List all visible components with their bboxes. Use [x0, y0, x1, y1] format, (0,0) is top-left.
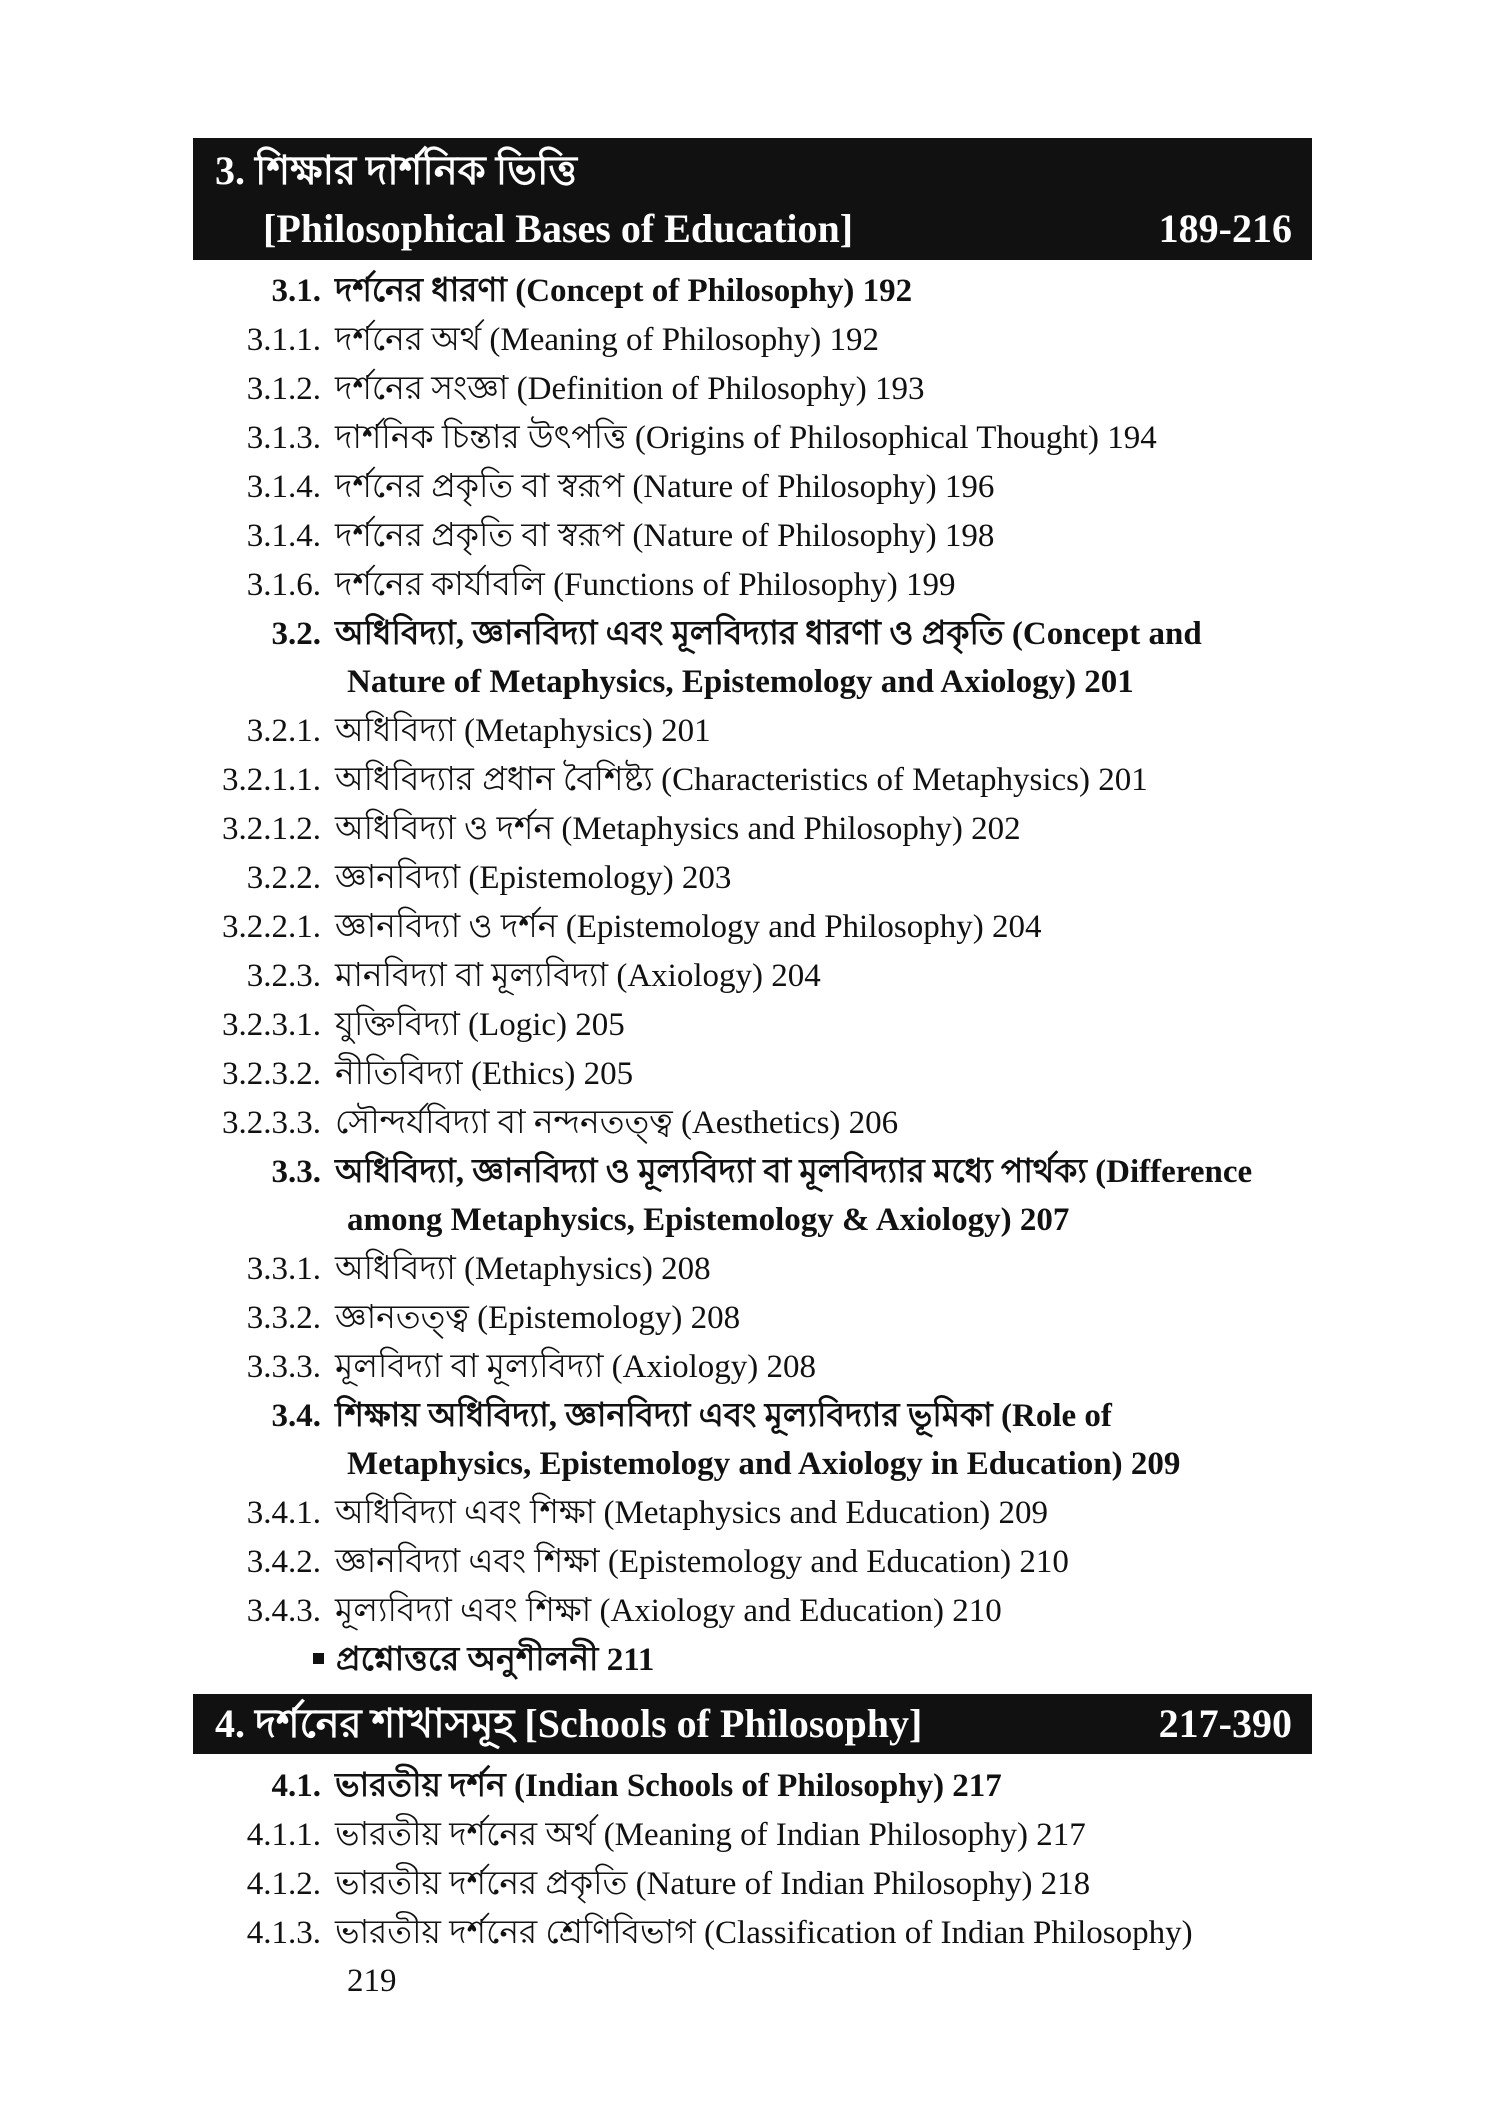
- toc-text: মূল্যবিদ্যা এবং শিক্ষা (Axiology and Education) 210: [335, 1593, 1002, 1629]
- toc-entry: [200, 1860, 1320, 1908]
- toc-text: অধিবিদ্যা, জ্ঞানবিদ্যা ও মূল্যবিদ্যা বা মূলবিদ্যার মধ্যে পার্থক্য (Difference: [335, 1154, 1253, 1190]
- bullet-icon: [313, 1653, 324, 1664]
- toc-entry: [200, 903, 1320, 951]
- toc-number: 3.3.2.: [246, 1300, 321, 1336]
- toc-number: 3.2.3.1.: [222, 1007, 321, 1043]
- toc-text: দার্শনিক চিন্তার উৎপত্তি (Origins of Philosophical Thought) 194: [335, 420, 1157, 456]
- toc-number: 4.1.3.: [246, 1915, 321, 1951]
- toc-text-continued: 219: [347, 1963, 397, 1999]
- toc-entry: [200, 414, 1320, 462]
- toc-number: 3.2.1.1.: [222, 762, 321, 798]
- toc-number: 3.2.1.2.: [222, 811, 321, 847]
- chapter-3-title: 3. শিক্ষার দার্শনিক ভিত্তি: [215, 148, 578, 193]
- toc-text: ভারতীয় দর্শনের শ্রেণিবিভাগ (Classification of Indian Philosophy): [335, 1915, 1193, 1951]
- toc-number: 4.1.: [271, 1768, 321, 1804]
- toc-number: 3.3.1.: [246, 1251, 321, 1287]
- toc-text-continued: Nature of Metaphysics, Epistemology and Axiology) 201: [347, 664, 1134, 700]
- toc-entry: [200, 756, 1320, 804]
- toc-entry: [200, 1762, 1320, 1810]
- toc-number: 3.1.1.: [246, 322, 321, 358]
- chapter-3-pages: 189-216: [1158, 206, 1292, 251]
- toc-text-continued: among Metaphysics, Epistemology & Axiology) 207: [347, 1202, 1070, 1238]
- toc-number: 3.3.3.: [246, 1349, 321, 1385]
- toc-text: ভারতীয় দর্শনের অর্থ (Meaning of Indian Philosophy) 217: [335, 1817, 1086, 1853]
- toc-entry: [200, 1538, 1320, 1586]
- toc-text-continued: Metaphysics, Epistemology and Axiology in Education) 209: [347, 1446, 1181, 1482]
- toc-text: যুক্তিবিদ্যা (Logic) 205: [335, 1007, 625, 1043]
- chapter-4-pages: 217-390: [1158, 1701, 1292, 1746]
- toc-entry: [200, 1050, 1320, 1098]
- toc-number: 3.2.2.1.: [222, 909, 321, 945]
- toc-text: নীতিবিদ্যা (Ethics) 205: [335, 1056, 634, 1092]
- toc-number: 3.2.2.: [246, 860, 321, 896]
- toc-text: অধিবিদ্যা এবং শিক্ষা (Metaphysics and Education) 209: [335, 1495, 1048, 1531]
- toc-entry: [200, 1001, 1320, 1049]
- toc-number: 3.2.3.3.: [222, 1105, 321, 1141]
- toc-entry: [200, 1811, 1320, 1859]
- toc-number: 4.1.1.: [246, 1817, 321, 1853]
- toc-number: 3.1.2.: [246, 371, 321, 407]
- toc-text: জ্ঞানতত্ত্ব (Epistemology) 208: [335, 1300, 741, 1336]
- toc-entry: [200, 1489, 1320, 1537]
- toc-entry: [200, 610, 1320, 706]
- toc-text: দর্শনের কার্যাবলি (Functions of Philosophy) 199: [335, 567, 956, 603]
- chapter-3-subtitle: [Philosophical Bases of Education]: [263, 206, 854, 251]
- toc-entry: [200, 561, 1320, 609]
- toc-text: ভারতীয় দর্শনের প্রকৃতি (Nature of Indian Philosophy) 218: [335, 1866, 1091, 1902]
- toc-number: 3.4.2.: [246, 1544, 321, 1580]
- toc-number: 4.1.2.: [246, 1866, 321, 1902]
- toc-number: 3.4.1.: [246, 1495, 321, 1531]
- toc-number: 3.4.3.: [246, 1593, 321, 1629]
- chapter-4-header: [193, 1694, 1312, 1754]
- toc-text: শিক্ষায় অধিবিদ্যা, জ্ঞানবিদ্যা এবং মূল্যবিদ্যার ভূমিকা (Role of: [335, 1398, 1112, 1434]
- toc-entry: [200, 463, 1320, 511]
- toc-number: 3.4.: [271, 1398, 321, 1434]
- toc-entry: [200, 1587, 1320, 1635]
- toc-entry: [200, 267, 1320, 315]
- toc-entry: [200, 1148, 1320, 1244]
- toc-number: 3.1.3.: [246, 420, 321, 456]
- toc-text: অধিবিদ্যার প্রধান বৈশিষ্ট্য (Characteristics of Metaphysics) 201: [335, 762, 1148, 798]
- chapter-3-header: [193, 138, 1312, 260]
- toc-number: 3.1.4.: [246, 469, 321, 505]
- toc-entry: [200, 365, 1320, 413]
- toc-number: 3.2.3.: [246, 958, 321, 994]
- toc-text: মূলবিদ্যা বা মূল্যবিদ্যা (Axiology) 208: [335, 1349, 817, 1385]
- toc-text: সৌন্দর্যবিদ্যা বা নন্দনতত্ত্ব (Aesthetics) 206: [335, 1105, 899, 1141]
- chapter-4-title: 4. দর্শনের শাখাসমূহ [Schools of Philosophy]: [215, 1701, 923, 1746]
- toc-entry: [200, 1343, 1320, 1391]
- toc-text: ভারতীয় দর্শন (Indian Schools of Philosophy) 217: [335, 1768, 1002, 1804]
- toc-entry: [200, 1909, 1320, 2005]
- toc-text: জ্ঞানবিদ্যা এবং শিক্ষা (Epistemology and Education) 210: [335, 1544, 1069, 1580]
- toc-entry: [200, 805, 1320, 853]
- toc-entry: [200, 1099, 1320, 1147]
- toc-text: জ্ঞানবিদ্যা (Epistemology) 203: [335, 860, 732, 896]
- toc-number: 3.2.3.2.: [222, 1056, 321, 1092]
- toc-entry: [200, 512, 1320, 560]
- toc-text: অধিবিদ্যা (Metaphysics) 201: [335, 713, 711, 749]
- toc-entry: [200, 707, 1320, 755]
- toc-entry: [200, 1294, 1320, 1342]
- toc-text: দর্শনের অর্থ (Meaning of Philosophy) 192: [335, 322, 879, 358]
- toc-text: অধিবিদ্যা (Metaphysics) 208: [335, 1251, 711, 1287]
- toc-entry: [200, 1245, 1320, 1293]
- toc-text: দর্শনের ধারণা (Concept of Philosophy) 192: [335, 273, 913, 309]
- toc-entry: [200, 952, 1320, 1000]
- exercise-entry: প্রশ্নোত্তরে অনুশীলনী 211: [336, 1642, 655, 1678]
- toc-text: মানবিদ্যা বা মূল্যবিদ্যা (Axiology) 204: [335, 958, 821, 994]
- toc-number: 3.2.: [271, 616, 321, 652]
- toc-entry: [200, 854, 1320, 902]
- toc-number: 3.1.4.: [246, 518, 321, 554]
- toc-text: অধিবিদ্যা ও দর্শন (Metaphysics and Philosophy) 202: [335, 811, 1021, 847]
- toc-entry: [200, 316, 1320, 364]
- toc-number: 3.1.6.: [246, 567, 321, 603]
- toc-text: অধিবিদ্যা, জ্ঞানবিদ্যা এবং মূলবিদ্যার ধারণা ও প্রকৃতি (Concept and: [335, 616, 1202, 652]
- toc-number: 3.2.1.: [246, 713, 321, 749]
- toc-text: দর্শনের সংজ্ঞা (Definition of Philosophy) 193: [335, 371, 925, 407]
- toc-text: দর্শনের প্রকৃতি বা স্বরূপ (Nature of Philosophy) 196: [335, 469, 995, 505]
- toc-number: 3.3.: [271, 1154, 321, 1190]
- toc-entry: [200, 1392, 1320, 1488]
- toc-number: 3.1.: [271, 273, 321, 309]
- toc-text: জ্ঞানবিদ্যা ও দর্শন (Epistemology and Philosophy) 204: [335, 909, 1042, 945]
- toc-text: দর্শনের প্রকৃতি বা স্বরূপ (Nature of Philosophy) 198: [335, 518, 995, 554]
